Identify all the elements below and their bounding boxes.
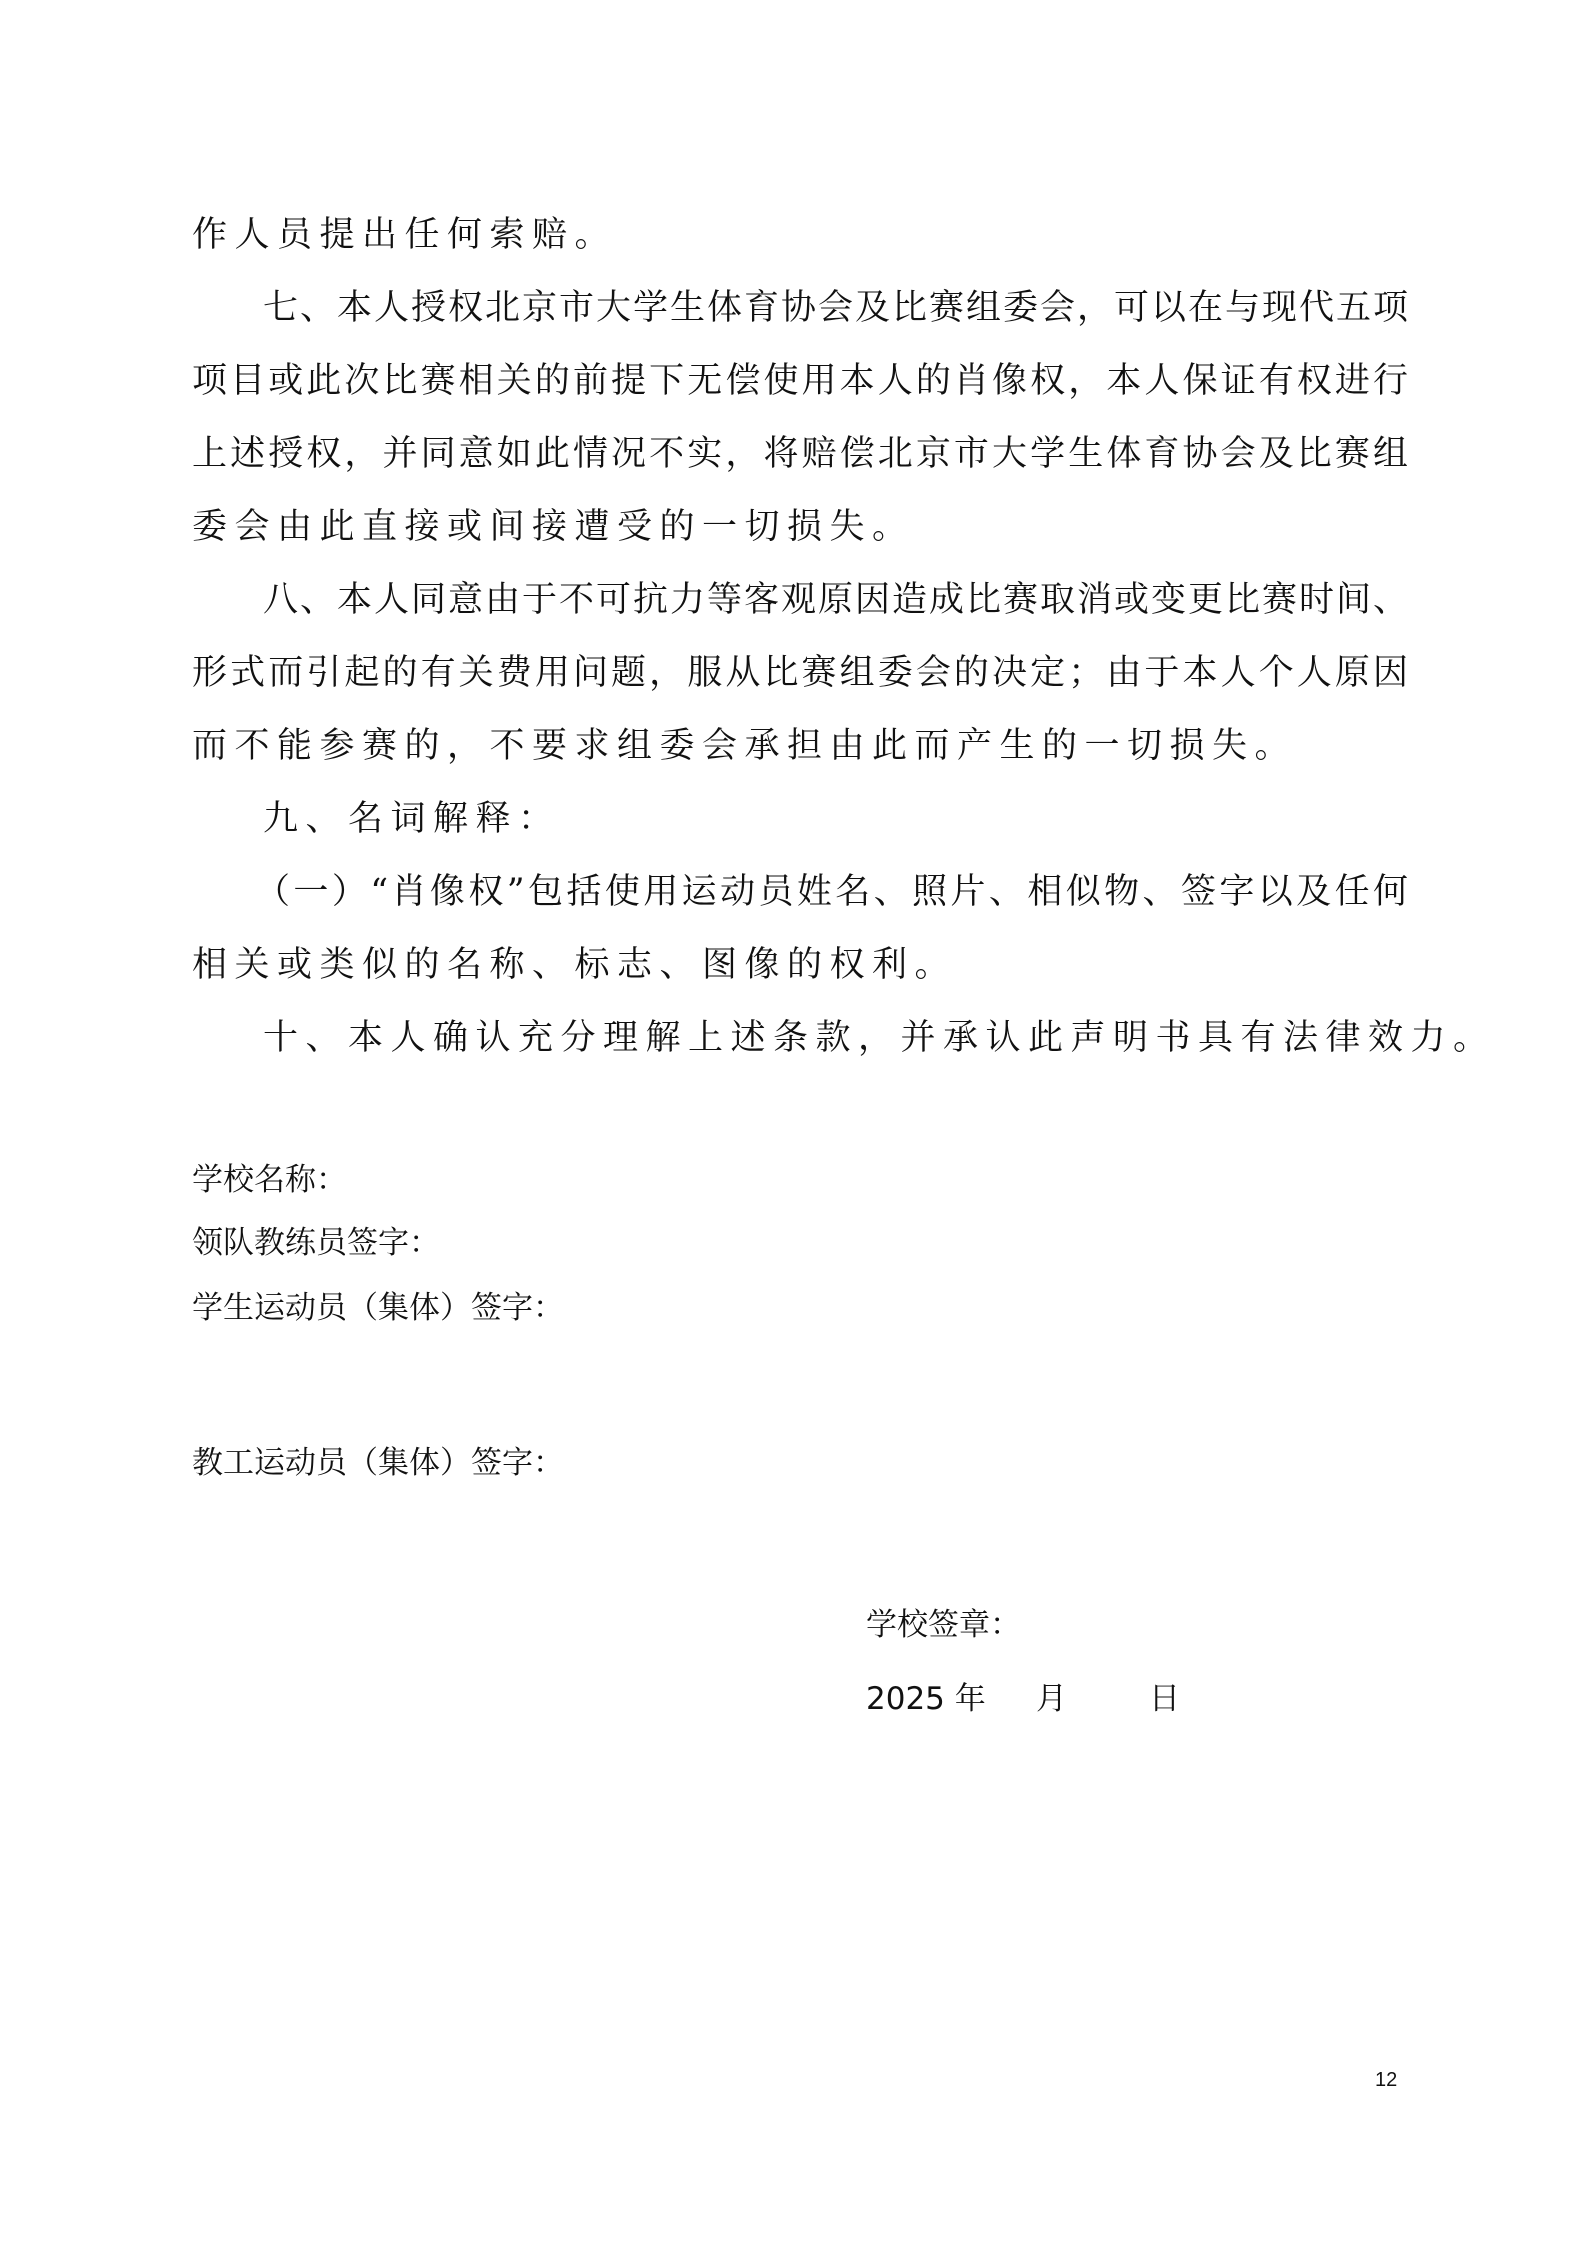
paragraph-line: 形式而引起的有关费用问题，服从比赛组委会的决定；由于本人个人原因: [192, 653, 1408, 693]
school-stamp-label: 学校签章：: [866, 1607, 1021, 1643]
paragraph-line: 委会由此直接或间接遭受的一切损失。: [192, 507, 915, 547]
student-athletes-signature-label: 学生运动员（集体）签字：: [192, 1290, 564, 1326]
date-month: 月: [1036, 1681, 1067, 1717]
paragraph-line: 相关或类似的名称、标志、图像的权利。: [192, 945, 958, 985]
page-number: 12: [1375, 2069, 1398, 2091]
paragraph-line: 八、本人同意由于不可抗力等客观原因造成比赛取消或变更比赛时间、: [263, 580, 1408, 620]
school-name-label: 学校名称：: [192, 1162, 347, 1198]
coach-signature-label: 领队教练员签字：: [192, 1225, 440, 1261]
paragraph-line: 七、本人授权北京市大学生体育协会及比赛组委会，可以在与现代五项: [263, 288, 1408, 328]
date-day: 日: [1149, 1681, 1180, 1717]
staff-athletes-signature-label: 教工运动员（集体）签字：: [192, 1445, 564, 1481]
paragraph-line: 项目或此次比赛相关的前提下无偿使用本人的肖像权，本人保证有权进行: [192, 361, 1408, 401]
date-year: 2025 年: [866, 1681, 986, 1717]
paragraph-line: （一）“肖像权”包括使用运动员姓名、照片、相似物、签字以及任何: [255, 872, 1408, 912]
paragraph-line: 上述授权，并同意如此情况不实，将赔偿北京市大学生体育协会及比赛组: [192, 434, 1408, 474]
paragraph-line: 作人员提出任何索赔。: [192, 215, 618, 255]
paragraph-line: 九、名词解释：: [263, 799, 561, 839]
paragraph-line: 十、本人确认充分理解上述条款，并承认此声明书具有法律效力。: [263, 1018, 1496, 1058]
paragraph-line: 而不能参赛的，不要求组委会承担由此而产生的一切损失。: [192, 726, 1298, 766]
